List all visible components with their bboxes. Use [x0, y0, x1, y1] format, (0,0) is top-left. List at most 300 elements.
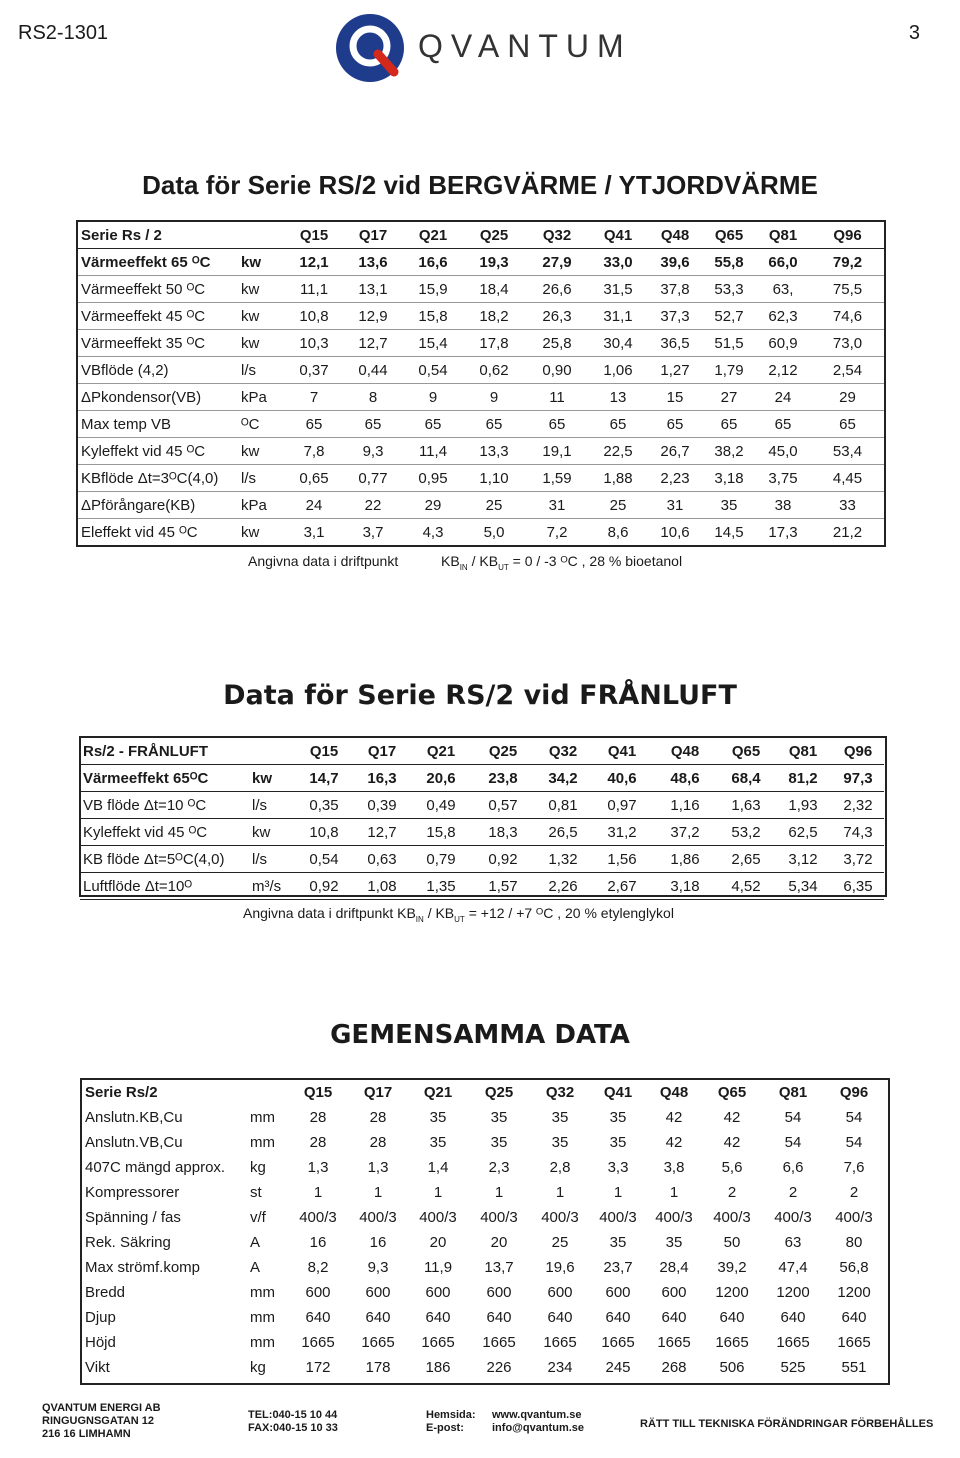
value-cell: 1,3: [307, 1159, 329, 1176]
row-unit: kw: [239, 249, 285, 276]
row-unit: kw: [239, 330, 285, 357]
value-cell: 14,5: [714, 523, 744, 541]
row-label: Rek. Säkring: [85, 1234, 171, 1251]
value-cell: 28: [309, 1134, 327, 1151]
header-cell: Q96: [811, 221, 885, 249]
value-cell: 1200: [715, 1284, 749, 1301]
value-cell: 35: [490, 1109, 508, 1126]
value-cell: 24: [285, 492, 343, 519]
value-cell: 12,9: [343, 303, 403, 330]
value-cell: 13,7: [484, 1259, 514, 1276]
value-cell: 1,35: [410, 873, 472, 900]
value-cell: 1665: [361, 1334, 395, 1351]
value-cell: 12,1: [285, 249, 343, 276]
value-cell: 65: [463, 411, 525, 438]
value-cell: 3,75: [755, 465, 811, 492]
footer-street: RINGUGNSGATAN 12: [42, 1415, 155, 1427]
value-cell: 0,77: [343, 465, 403, 492]
header-cell: Q15: [285, 221, 343, 249]
value-cell: 4,52: [718, 873, 774, 900]
header-cell: Q25: [472, 738, 534, 765]
value-cell: 3,72: [832, 846, 884, 873]
value-cell: 640: [425, 1309, 451, 1326]
value-cell: 600: [486, 1284, 512, 1301]
value-cell: 1,16: [652, 792, 718, 819]
logo-wordmark: QVANTUM: [418, 28, 632, 64]
value-cell: 73,0: [811, 330, 885, 357]
value-cell: 45,0: [755, 438, 811, 465]
footer-labels: [426, 1409, 476, 1435]
value-cell: 33: [811, 492, 885, 519]
value-cell: 34,2: [534, 765, 592, 792]
value-cell: 640: [719, 1309, 745, 1326]
value-cell: 65: [647, 411, 703, 438]
row-unit: mm: [250, 1109, 275, 1126]
row-unit: st: [250, 1184, 262, 1201]
value-cell: 42: [723, 1109, 741, 1126]
value-cell: 37,8: [647, 276, 703, 303]
row-unit: kw: [250, 765, 294, 792]
value-cell: 35: [703, 492, 755, 519]
value-cell: 20,6: [410, 765, 472, 792]
note-condition: = +12 / +7 ᴼC , 20 % etylenglykol: [468, 905, 674, 921]
value-cell: 51,5: [703, 330, 755, 357]
value-cell: 525: [780, 1359, 806, 1376]
note-slash-kb: / KB: [471, 553, 499, 569]
value-cell: 12,7: [354, 819, 410, 846]
value-cell: 178: [365, 1359, 391, 1376]
footer-email-label: E-post:: [426, 1422, 464, 1434]
value-cell: 3,8: [663, 1159, 685, 1176]
value-cell: 48,6: [652, 765, 718, 792]
footer-tel: TEL:040-15 10 44: [248, 1409, 338, 1421]
row-unit: mm: [250, 1309, 275, 1326]
value-cell: 400/3: [359, 1209, 397, 1226]
value-cell: 3,3: [607, 1159, 629, 1176]
value-cell: 1: [313, 1184, 323, 1201]
table-row: [82, 1205, 884, 1230]
row-unit: l/s: [239, 357, 285, 384]
value-cell: 19,3: [463, 249, 525, 276]
value-cell: 1665: [776, 1334, 810, 1351]
value-cell: 9: [403, 384, 463, 411]
value-cell: 1665: [482, 1334, 516, 1351]
table-row: [80, 873, 884, 900]
row-label: Anslutn.VB,Cu: [85, 1134, 183, 1151]
section3-body: [82, 1080, 884, 1380]
value-cell: 20: [429, 1234, 447, 1251]
value-cell: 18,4: [463, 276, 525, 303]
value-cell: 25,8: [525, 330, 589, 357]
value-cell: 0,57: [472, 792, 534, 819]
value-cell: 80: [845, 1234, 863, 1251]
value-cell: 5,0: [483, 523, 505, 541]
value-cell: 0,62: [463, 357, 525, 384]
header-cell: Q15: [294, 738, 354, 765]
footer-postal: 216 16 LIMHAMN: [42, 1428, 131, 1440]
value-cell: 31,2: [592, 819, 652, 846]
value-cell: 35: [609, 1109, 627, 1126]
header-cell: Serie Rs / 2: [77, 221, 239, 249]
value-cell: 16,3: [354, 765, 410, 792]
value-cell: 1,06: [589, 357, 647, 384]
header-cell: Rs/2 - FRÅNLUFT: [80, 738, 250, 765]
value-cell: 31,1: [589, 303, 647, 330]
value-cell: 66,0: [755, 249, 811, 276]
value-cell: 6,6: [782, 1159, 804, 1176]
value-cell: 75,5: [811, 276, 885, 303]
note-slash-kb: / KB: [427, 905, 455, 921]
row-unit: mm: [250, 1334, 275, 1351]
value-cell: 28: [369, 1134, 387, 1151]
value-cell: 56,8: [839, 1259, 869, 1276]
value-cell: 7,2: [546, 523, 568, 541]
value-cell: 400/3: [655, 1209, 693, 1226]
value-cell: 26,6: [525, 276, 589, 303]
value-cell: 63,: [755, 276, 811, 303]
value-cell: 27: [703, 384, 755, 411]
value-cell: 400/3: [541, 1209, 579, 1226]
value-cell: 245: [605, 1359, 631, 1376]
value-cell: 37,2: [652, 819, 718, 846]
document-code: RS2-1301: [18, 22, 109, 44]
header-cell: Q25: [484, 1084, 514, 1101]
value-cell: 640: [841, 1309, 867, 1326]
value-cell: 1: [494, 1184, 504, 1201]
value-cell: 40,6: [592, 765, 652, 792]
value-cell: 1,86: [652, 846, 718, 873]
value-cell: 12,7: [343, 330, 403, 357]
value-cell: 53,2: [718, 819, 774, 846]
value-cell: 35: [551, 1109, 569, 1126]
value-cell: 506: [719, 1359, 745, 1376]
section1-note: [248, 553, 682, 572]
table-header-row: [77, 221, 885, 249]
value-cell: 0,49: [410, 792, 472, 819]
header-cell: Q96: [832, 738, 884, 765]
row-label: Max temp VB: [77, 411, 239, 438]
value-cell: 31: [647, 492, 703, 519]
value-cell: 16,6: [403, 249, 463, 276]
value-cell: 600: [305, 1284, 331, 1301]
value-cell: 15,4: [403, 330, 463, 357]
value-cell: 68,4: [718, 765, 774, 792]
table-row: [77, 249, 885, 276]
footer-web-link[interactable]: www.qvantum.se: [492, 1409, 582, 1421]
value-cell: 5,34: [774, 873, 832, 900]
row-label: 407C mängd approx.: [85, 1159, 226, 1176]
row-label: Eleffekt vid 45 ᴼC: [81, 523, 198, 541]
value-cell: 1,88: [589, 465, 647, 492]
header-cell: Q21: [403, 221, 463, 249]
value-cell: 3,1: [303, 523, 325, 541]
value-cell: 25: [589, 492, 647, 519]
row-unit: l/s: [250, 846, 294, 873]
section2-note: [243, 905, 674, 924]
header-cell: [250, 738, 294, 765]
value-cell: 0,54: [294, 846, 354, 873]
table-row: [82, 1355, 884, 1380]
row-label: ΔPkondensor(VB): [77, 384, 239, 411]
value-cell: 22: [343, 492, 403, 519]
value-cell: 268: [661, 1359, 687, 1376]
header-cell: Q32: [545, 1084, 575, 1101]
value-cell: 226: [486, 1359, 512, 1376]
value-cell: 15,8: [403, 303, 463, 330]
row-label: Värmeeffekt 35 ᴼC: [77, 330, 239, 357]
value-cell: 0,54: [403, 357, 463, 384]
value-cell: 0,81: [534, 792, 592, 819]
value-cell: 21,2: [832, 523, 863, 541]
value-cell: 20: [490, 1234, 508, 1251]
value-cell: 5,6: [721, 1159, 743, 1176]
value-cell: 97,3: [832, 765, 884, 792]
value-cell: 35: [609, 1234, 627, 1251]
row-label: Max strömf.komp: [85, 1259, 201, 1276]
value-cell: 640: [365, 1309, 391, 1326]
header-cell: Q41: [592, 738, 652, 765]
header-cell: Q48: [659, 1084, 689, 1101]
value-cell: 0,37: [285, 357, 343, 384]
value-cell: 640: [605, 1309, 631, 1326]
value-cell: 400/3: [774, 1209, 812, 1226]
row-unit: kPa: [239, 384, 285, 411]
value-cell: 0,35: [294, 792, 354, 819]
value-cell: 1,57: [472, 873, 534, 900]
table-row: [77, 411, 885, 438]
value-cell: 37,3: [647, 303, 703, 330]
value-cell: 26,3: [525, 303, 589, 330]
table-header-row: [82, 1080, 884, 1105]
table-row: [77, 357, 885, 384]
value-cell: 8: [343, 384, 403, 411]
value-cell: 60,9: [755, 330, 811, 357]
value-cell: 9,3: [343, 438, 403, 465]
value-cell: 28: [309, 1109, 327, 1126]
value-cell: 1665: [301, 1334, 335, 1351]
value-cell: 39,2: [717, 1259, 747, 1276]
table-row: [82, 1230, 884, 1255]
row-unit: v/f: [250, 1209, 266, 1226]
value-cell: 0,44: [343, 357, 403, 384]
header-cell: Q21: [423, 1084, 453, 1101]
value-cell: 39,6: [647, 249, 703, 276]
note-sub-in: IN: [459, 562, 468, 572]
value-cell: 18,2: [463, 303, 525, 330]
value-cell: 9: [463, 384, 525, 411]
value-cell: 1,93: [774, 792, 832, 819]
header-cell: Q41: [589, 221, 647, 249]
value-cell: 640: [305, 1309, 331, 1326]
value-cell: 0,79: [410, 846, 472, 873]
header-cell: Q21: [410, 738, 472, 765]
footer-rights: RÄTT TILL TEKNISKA FÖRÄNDRINGAR FÖRBEHÅLLES: [640, 1418, 934, 1430]
value-cell: 65: [285, 411, 343, 438]
value-cell: 9,3: [367, 1259, 389, 1276]
value-cell: 13: [589, 384, 647, 411]
value-cell: 0,92: [294, 873, 354, 900]
row-label: Spänning / fas: [85, 1209, 181, 1226]
value-cell: 24: [755, 384, 811, 411]
value-cell: 29: [403, 492, 463, 519]
table-row: [82, 1305, 884, 1330]
value-cell: 1665: [715, 1334, 749, 1351]
value-cell: 2,32: [832, 792, 884, 819]
table-row: [77, 438, 885, 465]
value-cell: 31: [525, 492, 589, 519]
value-cell: 11,1: [285, 276, 343, 303]
header-cell: Q48: [647, 221, 703, 249]
row-label: Djup: [85, 1309, 116, 1326]
table-row: [77, 276, 885, 303]
value-cell: 1,63: [718, 792, 774, 819]
row-unit: kw: [241, 523, 260, 541]
header-cell: Q65: [703, 221, 755, 249]
value-cell: 8,2: [307, 1259, 329, 1276]
value-cell: 1665: [543, 1334, 577, 1351]
value-cell: 600: [425, 1284, 451, 1301]
header-cell: Q17: [363, 1084, 393, 1101]
value-cell: 1665: [601, 1334, 635, 1351]
table-row: [80, 846, 884, 873]
value-cell: 79,2: [811, 249, 885, 276]
note-sub-ut: UT: [454, 914, 465, 924]
value-cell: 0,39: [354, 792, 410, 819]
value-cell: 62,3: [755, 303, 811, 330]
value-cell: 17,3: [768, 523, 798, 541]
table-row: [80, 792, 884, 819]
value-cell: 234: [547, 1359, 573, 1376]
footer-fax: FAX:040-15 10 33: [248, 1422, 338, 1434]
value-cell: 1200: [776, 1284, 810, 1301]
row-label: Värmeeffekt 65 ᴼC: [77, 249, 239, 276]
value-cell: 186: [425, 1359, 451, 1376]
value-cell: 15,9: [403, 276, 463, 303]
note-kb: KB: [397, 905, 416, 921]
header-cell: Q81: [774, 738, 832, 765]
value-cell: 172: [305, 1359, 331, 1376]
table-row: [77, 330, 885, 357]
value-cell: 640: [547, 1309, 573, 1326]
header-cell: Q81: [778, 1084, 808, 1101]
value-cell: 65: [755, 411, 811, 438]
table-row: [77, 303, 885, 330]
value-cell: 1,32: [534, 846, 592, 873]
value-cell: 1: [373, 1184, 383, 1201]
value-cell: 52,7: [703, 303, 755, 330]
value-cell: 2,12: [755, 357, 811, 384]
footer-company: QVANTUM ENERGI AB: [42, 1402, 161, 1414]
value-cell: 63: [784, 1234, 802, 1251]
value-cell: 2,67: [592, 873, 652, 900]
value-cell: 65: [525, 411, 589, 438]
value-cell: 1,79: [703, 357, 755, 384]
section1-body: [77, 221, 885, 546]
header-cell: Q65: [717, 1084, 747, 1101]
value-cell: 7,6: [843, 1159, 865, 1176]
value-cell: 2: [788, 1184, 798, 1201]
value-cell: 62,5: [774, 819, 832, 846]
value-cell: 55,8: [703, 249, 755, 276]
row-unit: kg: [250, 1159, 266, 1176]
header-cell: Q15: [303, 1084, 333, 1101]
value-cell: 19,1: [525, 438, 589, 465]
value-cell: 65: [811, 411, 885, 438]
table-row: [77, 492, 885, 519]
value-cell: 400/3: [419, 1209, 457, 1226]
value-cell: 1,4: [427, 1159, 449, 1176]
value-cell: 47,4: [778, 1259, 808, 1276]
row-unit: ᴼC: [239, 411, 285, 438]
value-cell: 74,3: [832, 819, 884, 846]
row-unit: kw: [239, 303, 285, 330]
value-cell: 400/3: [480, 1209, 518, 1226]
row-unit: l/s: [250, 792, 294, 819]
value-cell: 42: [665, 1109, 683, 1126]
table-row: [82, 1255, 884, 1280]
value-cell: 400/3: [835, 1209, 873, 1226]
note-prefix: Angivna data i driftpunkt: [243, 905, 394, 921]
row-unit: A: [250, 1259, 261, 1276]
value-cell: 1,10: [463, 465, 525, 492]
value-cell: 7: [285, 384, 343, 411]
section2-body: [80, 738, 884, 900]
table-row: [82, 1280, 884, 1305]
value-cell: 31,5: [589, 276, 647, 303]
value-cell: 53,4: [811, 438, 885, 465]
note-condition: = 0 / -3 ᴼC , 28 % bioetanol: [512, 553, 683, 569]
value-cell: 400/3: [599, 1209, 637, 1226]
section2-title: Data för Serie RS/2 vid FRÅNLUFT: [223, 680, 737, 711]
value-cell: 33,0: [589, 249, 647, 276]
value-cell: 1: [669, 1184, 679, 1201]
header-cell: Q17: [343, 221, 403, 249]
row-label: KB flöde Δt=5ᴼC(4,0): [80, 846, 250, 873]
row-unit: kw: [239, 276, 285, 303]
row-unit: kw: [250, 819, 294, 846]
value-cell: 2,54: [811, 357, 885, 384]
header-cell: Q17: [354, 738, 410, 765]
table-row: [80, 819, 884, 846]
table-header-row: [80, 738, 884, 765]
value-cell: 18,3: [472, 819, 534, 846]
row-label: Anslutn.KB,Cu: [85, 1109, 183, 1126]
value-cell: 4,45: [811, 465, 885, 492]
value-cell: 23,7: [603, 1259, 633, 1276]
header-cell: Q25: [463, 221, 525, 249]
value-cell: 23,8: [472, 765, 534, 792]
value-cell: 400/3: [299, 1209, 337, 1226]
value-cell: 0,90: [525, 357, 589, 384]
value-cell: 65: [403, 411, 463, 438]
value-cell: 14,7: [294, 765, 354, 792]
value-cell: 28,4: [659, 1259, 689, 1276]
value-cell: 25: [463, 492, 525, 519]
value-cell: 38: [755, 492, 811, 519]
value-cell: 1: [613, 1184, 623, 1201]
franluft-table: [80, 737, 884, 900]
value-cell: 640: [486, 1309, 512, 1326]
value-cell: 6,35: [832, 873, 884, 900]
value-cell: 1: [555, 1184, 565, 1201]
note-sub-in: IN: [415, 914, 424, 924]
value-cell: 35: [665, 1234, 683, 1251]
row-label: Bredd: [85, 1284, 126, 1301]
value-cell: 2: [849, 1184, 859, 1201]
value-cell: 10,8: [285, 303, 343, 330]
row-label: Värmeeffekt 45 ᴼC: [77, 303, 239, 330]
footer-email-link[interactable]: info@qvantum.se: [492, 1422, 585, 1434]
